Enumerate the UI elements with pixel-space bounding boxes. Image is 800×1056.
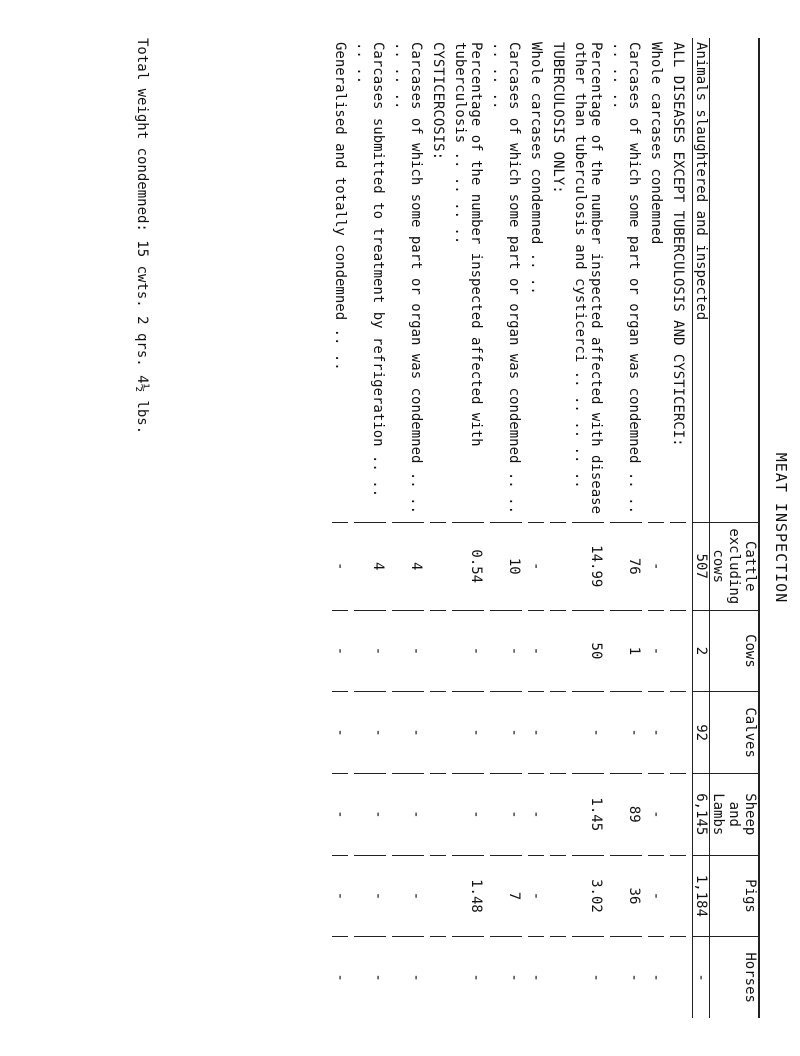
row-value: - — [490, 692, 522, 774]
row-value: - — [452, 773, 484, 855]
row-value: 10 — [490, 522, 522, 610]
row-label: Carcases of which some part or organ was condemned .. .. .. .. .. — [490, 38, 522, 522]
row-label: Carcases of which some part or organ was condemned .. .. .. .. .. — [610, 38, 642, 522]
row-value: - — [588, 973, 604, 982]
row-value: 1.45 — [572, 773, 604, 855]
row-value: - — [408, 973, 424, 982]
row-value: 50 — [572, 610, 604, 692]
row-value: - — [648, 855, 664, 937]
row-value: - — [354, 855, 386, 937]
row-value — [430, 773, 446, 855]
row-value: - — [626, 973, 642, 982]
row-value: 36 — [610, 855, 642, 937]
row-value: - — [528, 522, 544, 610]
row-label: Generalised and totally condemned .. .. — [332, 38, 348, 522]
row-value: 2 — [693, 610, 710, 692]
row-value: - — [490, 773, 522, 855]
row-label: Animals slaughtered and inspected — [693, 38, 710, 522]
row-label: Carcases submitted to treatment by refrigeration .. .. .. .. — [354, 38, 386, 522]
row-value: - — [610, 692, 642, 774]
row-value — [670, 855, 686, 937]
row-value — [670, 610, 686, 692]
row-value: 89 — [610, 773, 642, 855]
table-row — [354, 38, 386, 1018]
row-value — [670, 692, 686, 774]
row-value: 3.02 — [572, 855, 604, 937]
row-value: - — [392, 610, 424, 692]
row-value — [430, 692, 446, 774]
row-value: 76 — [610, 522, 642, 610]
row-value: - — [648, 973, 664, 982]
spacer-cell — [604, 38, 610, 1018]
row-value — [670, 522, 686, 610]
table-row — [670, 38, 686, 1018]
row-value: - — [528, 973, 544, 982]
row-value — [550, 522, 566, 610]
spacer-cell — [386, 38, 392, 1018]
row-label: Carcases of which some part or organ was condemned .. .. .. .. .. — [392, 38, 424, 522]
row-value: - — [332, 773, 348, 855]
row-value: - — [528, 610, 544, 692]
row-value — [550, 610, 566, 692]
table-row — [572, 38, 604, 1018]
row-value: - — [490, 610, 522, 692]
row-label: ALL DISEASES EXCEPT TUBERCULOSIS AND CYSTICERCI: — [670, 38, 686, 522]
row-value — [550, 692, 566, 774]
row-value: - — [648, 692, 664, 774]
row-value: - — [648, 610, 664, 692]
row-value: - — [354, 692, 386, 774]
row-value: - — [648, 522, 664, 610]
row-label: Percentage of the number inspected affected with disease other than tuberculosis and cysticerci .. .. .. .. .. — [572, 38, 604, 522]
total-weight-condemned: Total weight condemned: 15 cwts. 2 qrs. 4½ lbs. — [134, 38, 150, 435]
row-spacer — [686, 38, 693, 1018]
row-value: - — [332, 973, 348, 982]
column-header: Sheep and Lambs — [710, 773, 760, 855]
row-label: CYSTICERCOSIS: — [430, 38, 446, 522]
row-label: TUBERCULOSIS ONLY: — [550, 38, 566, 522]
row-value: 4 — [354, 522, 386, 610]
table-body — [326, 38, 710, 1018]
row-value — [430, 522, 446, 610]
row-value: - — [332, 610, 348, 692]
row-value: 1.48 — [452, 855, 484, 937]
row-value: - — [528, 692, 544, 774]
row-value — [430, 610, 446, 692]
row-label: Percentage of the number inspected affected with tuberculosis .. .. .. .. — [452, 38, 484, 522]
row-value: - — [693, 973, 709, 982]
row-value: - — [354, 610, 386, 692]
row-value: 0.54 — [452, 522, 484, 610]
column-header: Cattle excluding cows — [710, 522, 760, 610]
table-row — [490, 38, 522, 1018]
table-row — [550, 38, 566, 1018]
table-row — [332, 38, 348, 1018]
row-spacer — [386, 38, 392, 1018]
row-value: - — [572, 692, 604, 774]
table-row — [693, 38, 710, 1018]
page-title: MEAT INSPECTION — [772, 452, 790, 604]
row-value: - — [506, 973, 522, 982]
row-spacer — [348, 38, 354, 1018]
table-row — [610, 38, 642, 1018]
row-value: 7 — [490, 855, 522, 937]
row-value: 1 — [610, 610, 642, 692]
table-header-row — [710, 38, 760, 1018]
table-row — [452, 38, 484, 1018]
row-value: - — [468, 973, 484, 982]
table-row — [528, 38, 544, 1018]
header-blank — [710, 38, 760, 522]
column-header: Calves — [710, 692, 760, 774]
row-label: Whole carcases condemned .. .. — [528, 38, 544, 522]
row-value: - — [392, 773, 424, 855]
row-value — [430, 937, 446, 1018]
row-value — [550, 855, 566, 937]
row-value: - — [528, 855, 544, 937]
row-value: 1,184 — [693, 855, 710, 937]
spacer-cell — [424, 38, 430, 1018]
row-value: - — [332, 522, 348, 610]
row-value: - — [648, 773, 664, 855]
row-spacer — [484, 38, 490, 1018]
row-value — [670, 773, 686, 855]
spacer-cell — [348, 38, 354, 1018]
row-value: - — [452, 610, 484, 692]
row-value: 14.99 — [572, 522, 604, 610]
spacer-cell — [686, 38, 693, 1018]
row-spacer — [604, 38, 610, 1018]
table-row — [648, 38, 664, 1018]
row-value: 6,145 — [693, 773, 710, 855]
row-value: - — [370, 973, 386, 982]
table-row — [430, 38, 446, 1018]
row-label: Whole carcases condemned — [648, 38, 664, 522]
table-row — [392, 38, 424, 1018]
row-value — [430, 855, 446, 937]
row-value — [550, 937, 566, 1018]
row-value: - — [452, 692, 484, 774]
spacer-cell — [484, 38, 490, 1018]
row-value — [550, 773, 566, 855]
row-value: - — [332, 855, 348, 937]
row-value: 4 — [392, 522, 424, 610]
row-value: - — [528, 773, 544, 855]
row-value: - — [392, 692, 424, 774]
column-header: Pigs — [710, 855, 760, 937]
row-value: - — [354, 773, 386, 855]
row-value: 92 — [693, 692, 710, 774]
column-header: Cows — [710, 610, 760, 692]
row-spacer — [424, 38, 430, 1018]
row-value: - — [332, 692, 348, 774]
row-value — [670, 937, 686, 1018]
meat-inspection-table — [326, 38, 760, 1018]
row-value: 507 — [693, 522, 710, 610]
column-header: Horses — [710, 937, 760, 1018]
row-value: - — [392, 855, 424, 937]
